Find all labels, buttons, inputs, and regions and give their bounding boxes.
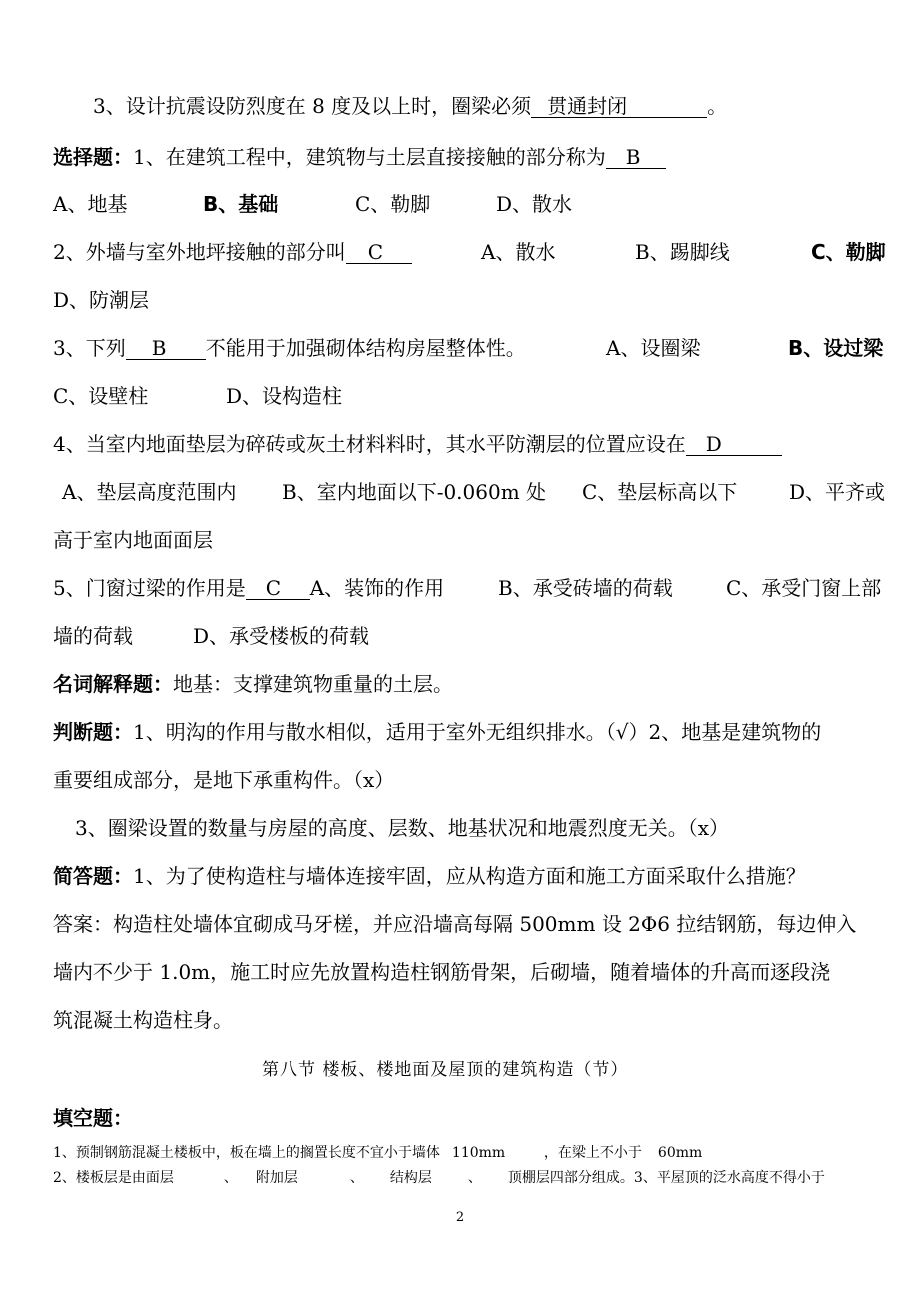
question-text: 1、预制钢筋混凝土楼板中，板在墙上的搁置长度不宜小于墙体 xyxy=(53,1145,440,1161)
answer-layer-2: 结构层 xyxy=(389,1170,432,1186)
answer-layer-1: 附加层 xyxy=(255,1170,298,1186)
judgment-question-3: 3、圈梁设置的数量与房屋的高度、层数、地基状况和地震烈度无关。（x） xyxy=(75,816,730,840)
option-b: B、承受砖墙的荷载 xyxy=(498,576,673,600)
option-b-answer: B、设过梁 xyxy=(788,336,884,360)
option-a: A、设圈梁 xyxy=(606,336,701,360)
option-d: D、设构造柱 xyxy=(226,384,343,408)
option-d: D、承受楼板的荷载 xyxy=(193,624,370,648)
choice-question-1 xyxy=(53,145,666,169)
option-c: C、垫层标高以下 xyxy=(582,480,738,504)
option-c-continued: 墙的荷载 xyxy=(53,624,133,648)
question-text: 3、下列 xyxy=(53,336,126,360)
question-text: 5、门窗过梁的作用是 xyxy=(53,576,246,600)
separator: 、 xyxy=(349,1170,364,1186)
question-text: 2、外墙与室外地坪接触的部分叫 xyxy=(53,240,346,264)
answer-blank: B xyxy=(606,146,666,169)
choice-question-2 xyxy=(53,240,888,264)
fill-question-small-1 xyxy=(53,1144,702,1162)
fill-question-3 xyxy=(93,94,727,118)
judgment-questions xyxy=(53,720,821,744)
option-d: D、平齐或 xyxy=(789,480,886,504)
question-text: 1、在建筑工程中，建筑物与土层直接接触的部分称为 xyxy=(133,145,606,169)
option-c-answer: C、勒脚 xyxy=(811,240,886,264)
option-d: D、防潮层 xyxy=(53,288,150,312)
option-c: C、设壁柱 xyxy=(53,384,149,408)
choice-options-3 xyxy=(53,384,343,408)
separator: 、 xyxy=(467,1170,482,1186)
question-text: 4、当室内地面垫层为碎砖或灰土材料料时，其水平防潮层的位置应设在 xyxy=(53,432,686,456)
definition-text: 地基：支撑建筑物重量的土层。 xyxy=(173,672,453,696)
section-label-fill: 填空题： xyxy=(53,1106,133,1130)
answer-text-3: 筑混凝土构造柱身。 xyxy=(53,1008,233,1032)
answer-blank: C xyxy=(346,241,412,264)
section-label-choice: 选择题： xyxy=(53,145,133,169)
answer-blank: D xyxy=(686,433,782,456)
choice-options-4 xyxy=(62,480,897,504)
question-text-end: 四部分组成。3、平屋顶的泛水高度不得小于 xyxy=(549,1170,825,1186)
choice-options-2 xyxy=(53,288,149,312)
option-b: B、室内地面以下-0.060m 处 xyxy=(282,480,547,504)
judgment-text-continued: 重要组成部分，是地下承重构件。（x） xyxy=(53,768,395,792)
option-a: A、装饰的作用 xyxy=(309,576,445,600)
choice-question-3 xyxy=(53,336,888,360)
separator: 、 xyxy=(223,1170,238,1186)
option-d: D、散水 xyxy=(496,192,573,216)
option-a: A、散水 xyxy=(481,240,556,264)
question-text: 2、楼板层是由面层 xyxy=(53,1170,174,1186)
answer-text-2: 墙内不少于 1.0m，施工时应先放置构造柱钢筋骨架，后砌墙，随着墙体的升高而逐段浇 xyxy=(53,960,831,984)
option-a: A、垫层高度范围内 xyxy=(62,480,237,504)
option-b: B、踢脚线 xyxy=(635,240,730,264)
answer-blank: 贯通封闭 xyxy=(531,95,707,118)
question-text-end: 不能用于加强砌体结构房屋整体性。 xyxy=(205,336,526,360)
option-d-continued: 高于室内地面面层 xyxy=(53,528,213,552)
answer-layer-3: 顶棚层 xyxy=(507,1170,550,1186)
option-b-answer: B、基础 xyxy=(203,192,279,216)
answer-blank: C xyxy=(246,577,310,600)
question-text: 1、为了使构造柱与墙体连接牢固，应从构造方面和施工方面采取什么措施？ xyxy=(133,864,806,888)
choice-question-5 xyxy=(53,576,888,600)
choice-options-5 xyxy=(53,624,370,648)
question-text: 3、设计抗震设防烈度在 8 度及以上时，圈梁必须 xyxy=(93,94,532,118)
section-label-judgment: 判断题： xyxy=(53,720,133,744)
section-label-terms: 名词解释题： xyxy=(53,672,173,696)
answer-60mm: 60mm xyxy=(657,1145,703,1161)
judgment-text: 1、明沟的作用与散水相似，适用于室外无组织排水。（√）2、地基是建筑物的 xyxy=(133,720,822,744)
page-number: 2 xyxy=(455,1210,465,1225)
section-label-short-answer: 简答题： xyxy=(53,864,133,888)
option-c: C、勒脚 xyxy=(355,192,431,216)
choice-options-1 xyxy=(53,192,573,216)
short-answer-question xyxy=(53,864,806,888)
question-text-mid: ，在梁上不小于 xyxy=(543,1145,642,1161)
option-c: C、承受门窗上部 xyxy=(726,576,882,600)
answer-110mm: 110mm xyxy=(451,1145,506,1161)
question-end: 。 xyxy=(707,94,728,118)
option-a: A、地基 xyxy=(53,192,128,216)
choice-question-4 xyxy=(53,432,782,456)
fill-question-small-2 xyxy=(53,1169,825,1187)
answer-text-1: 答案：构造柱处墙体宜砌成马牙槎，并应沿墙高每隔 500mm 设 2Φ6 拉结钢筋，每边伸入 xyxy=(53,912,857,936)
term-definition xyxy=(53,672,453,696)
answer-blank: B xyxy=(126,337,206,360)
section-title: 第八节 楼板、楼地面及屋顶的建筑构造（节） xyxy=(262,1060,629,1080)
